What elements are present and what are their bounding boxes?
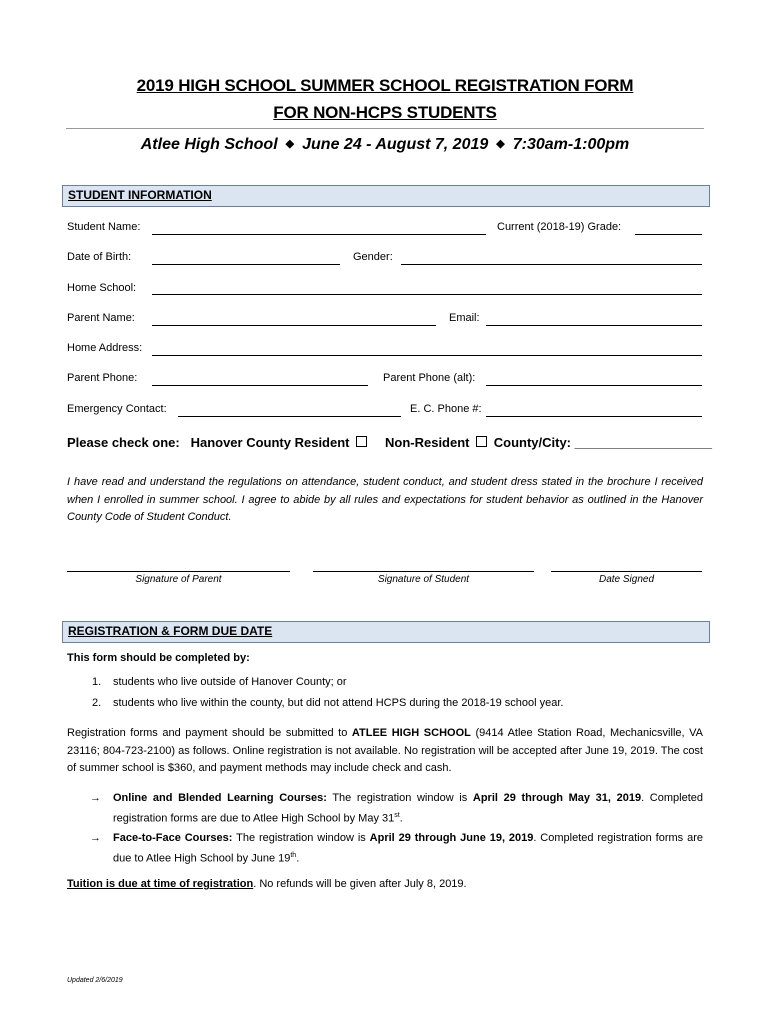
online-courses-text: The registration window is	[326, 792, 473, 804]
parent-name-field[interactable]	[152, 325, 436, 326]
online-window: April 29 through May 31, 2019	[472, 792, 642, 804]
f2f-courses-text: The registration window is	[232, 832, 370, 844]
completed-by-label: This form should be completed by:	[67, 652, 250, 664]
registration-heading: REGISTRATION & FORM DUE DATE	[68, 624, 273, 638]
list-item-number: 2.	[92, 697, 102, 709]
ec-phone-label: E. C. Phone #:	[410, 403, 482, 415]
hanover-resident-label: Hanover County Resident	[190, 435, 350, 450]
refund-policy-text: . No refunds will be given after July 8, 2019.	[253, 878, 467, 890]
form-title-line2: FOR NON-HCPS STUDENTS	[273, 103, 497, 122]
dob-label: Date of Birth:	[67, 251, 132, 263]
diamond-icon: ◆	[496, 138, 505, 150]
submission-details: (9414 Atlee Station Road, Mechanicsville, VA 23116; 804-723-2100) as follows. Online registration is not available. No registration will be accepted after June 19, 2019. The cost of summer school is $360, and payment methods may include check and cash.	[67, 727, 703, 774]
gender-label: Gender:	[353, 251, 393, 263]
email-field[interactable]	[486, 325, 702, 326]
list-item-text: students who live within the county, but did not attend HCPS during the 2018-19 school year.	[113, 697, 564, 709]
parent-phone-label: Parent Phone:	[67, 372, 138, 384]
email-label: Email:	[449, 312, 480, 324]
submission-paragraph	[67, 725, 703, 778]
form-title-line1: 2019 HIGH SCHOOL SUMMER SCHOOL REGISTRATION FORM	[136, 76, 634, 95]
hanover-resident-checkbox[interactable]	[356, 436, 367, 447]
parent-name-label: Parent Name:	[67, 312, 135, 324]
f2f-due-tail: .	[296, 852, 300, 865]
f2f-courses-item	[113, 830, 703, 868]
updated-date: Updated 2/6/2019	[67, 977, 123, 984]
date-signed-field[interactable]	[551, 571, 702, 572]
session-dates: June 24 - August 7, 2019	[302, 136, 489, 153]
dob-field[interactable]	[152, 264, 340, 265]
arrow-icon: →	[90, 792, 101, 804]
list-item-number: 1.	[92, 676, 102, 688]
home-address-label: Home Address:	[67, 342, 143, 354]
non-resident-group	[385, 435, 712, 450]
parent-phone-alt-field[interactable]	[486, 385, 702, 386]
tuition-line	[67, 878, 467, 890]
student-info-header	[62, 185, 710, 207]
parent-signature-field[interactable]	[67, 571, 290, 572]
f2f-courses-label: Face-to-Face Courses:	[113, 832, 233, 844]
parent-signature-caption: Signature of Parent	[135, 574, 222, 585]
emergency-contact-label: Emergency Contact:	[67, 403, 167, 415]
agreement-statement: I have read and understand the regulations on attendance, student conduct, and student dress stated in the brochure I received when I enrolled in summer school. I agree to abide by all rules and expectations for student behavior as outlined in the Hanover County Code of Student Conduct.	[67, 476, 703, 523]
registration-header	[62, 621, 710, 643]
student-name-label: Student Name:	[67, 221, 141, 233]
submission-text: Registration forms and payment should be submitted to	[67, 727, 352, 739]
check-one-label: Please check one:	[67, 435, 180, 450]
home-school-label: Home School:	[67, 282, 137, 294]
session-time: 7:30am-1:00pm	[512, 136, 630, 153]
school-name-bold: ATLEE HIGH SCHOOL	[351, 727, 471, 739]
home-school-field[interactable]	[152, 294, 702, 295]
diamond-icon: ◆	[285, 138, 295, 150]
online-courses-item	[113, 790, 703, 828]
student-signature-caption: Signature of Student	[377, 574, 470, 585]
grade-label: Current (2018-19) Grade:	[497, 221, 622, 233]
parent-phone-alt-label: Parent Phone (alt):	[383, 372, 476, 384]
f2f-due-text: . Completed registration forms are due to Atlee High School by June 19	[113, 832, 703, 865]
tuition-due-bold: Tuition is due at time of registration	[67, 878, 254, 890]
school-name: Atlee High School	[140, 136, 278, 153]
f2f-window: April 29 through June 19, 2019	[369, 832, 534, 844]
parent-phone-field[interactable]	[152, 385, 368, 386]
list-item	[92, 676, 347, 688]
gender-field[interactable]	[401, 264, 702, 265]
title-divider	[66, 128, 704, 129]
f2f-due-sup: th	[290, 852, 297, 859]
school-info-line	[0, 136, 770, 154]
grade-field[interactable]	[635, 234, 702, 235]
county-city-field[interactable]: County/City: ___________________	[493, 435, 712, 450]
emergency-contact-field[interactable]	[178, 416, 401, 417]
list-item	[92, 697, 563, 709]
home-address-field[interactable]	[152, 355, 702, 356]
online-courses-label: Online and Blended Learning Courses:	[113, 792, 327, 804]
online-due-text: . Completed registration forms are due to Atlee High School by May 31	[113, 792, 703, 825]
online-due-sup: st	[394, 812, 400, 819]
date-signed-caption: Date Signed	[598, 574, 655, 585]
non-resident-checkbox[interactable]	[476, 436, 487, 447]
online-due-tail: .	[399, 812, 403, 825]
student-signature-field[interactable]	[313, 571, 534, 572]
student-name-field[interactable]	[152, 234, 486, 235]
arrow-icon: →	[90, 832, 101, 844]
residency-check-row	[67, 435, 367, 450]
ec-phone-field[interactable]	[486, 416, 702, 417]
list-item-text: students who live outside of Hanover County; or	[113, 676, 347, 688]
non-resident-label: Non-Resident	[385, 435, 470, 450]
student-info-heading: STUDENT INFORMATION	[68, 188, 212, 202]
